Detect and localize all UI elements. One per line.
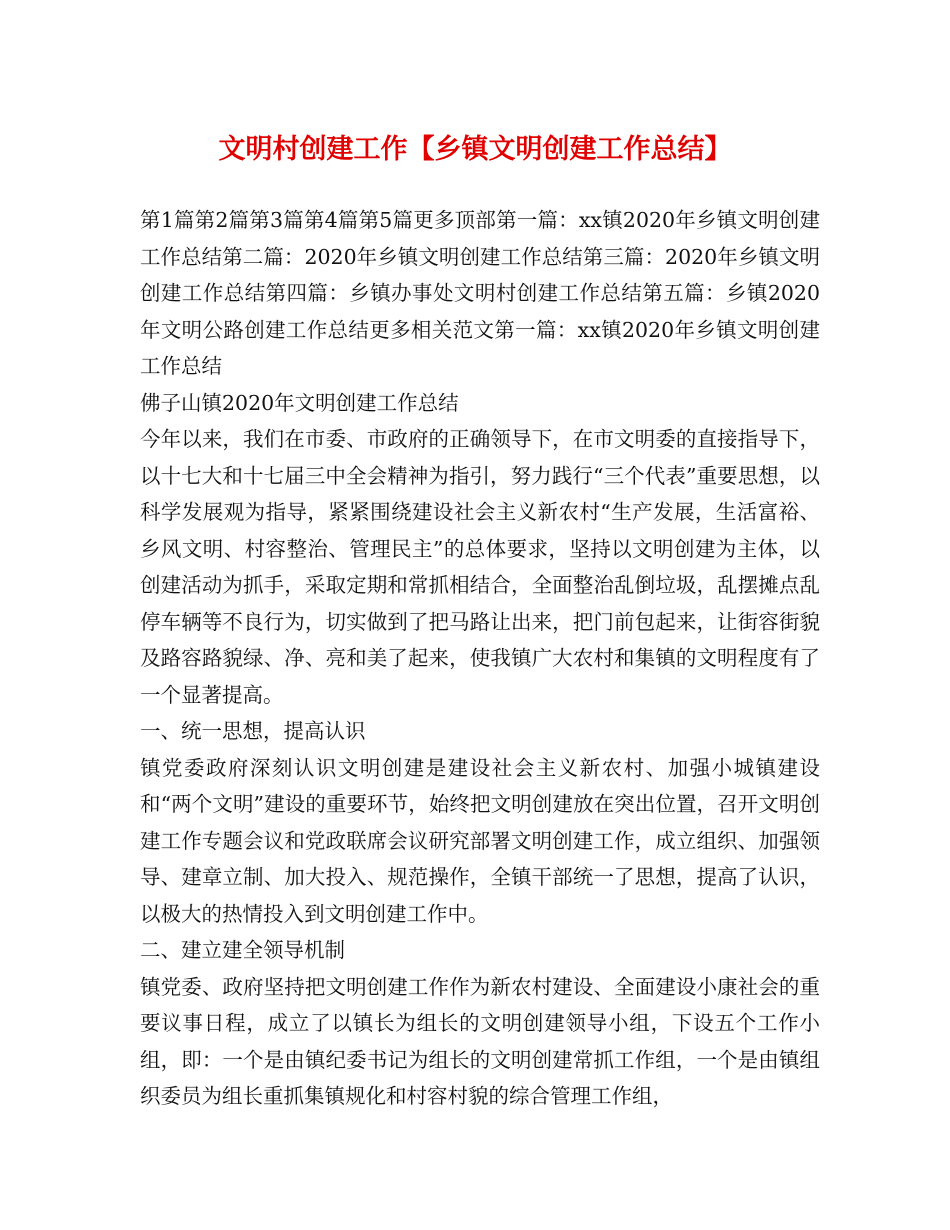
paragraph-section-2: 镇党委、政府坚持把文明创建工作作为新农村建设、全面建设小康社会的重要议事日程，成立了以镇长为组长的文明创建领导小组，下设五个工作小组，即：一个是由镇纪委书记为组长的文明创建常抓工作组，一个是由镇组织委员为组长重抓集镇规化和村容村貌的综合管理工作组，: [140, 974, 820, 1108]
document-title: 文明村创建工作【乡镇文明创建工作总结】: [218, 134, 732, 165]
section-heading-1: 一、统一思想，提高认识: [140, 719, 366, 743]
section-heading-2: 二、建立建全领导机制: [140, 938, 345, 962]
paragraph-section-1: 镇党委政府深刻认识文明创建是建设社会主义新农村、加强小城镇建设和“两个文明”建设的重要环节，始终把文明创建放在突出位置，召开文明创建工作专题会议和党政联席会议研究部署文明创建工作，成立组织、加强领导、建章立制、加大投入、规范操作，全镇干部统一了思想，提高了认识，以极大的热情投入到文明创建工作中。: [140, 755, 820, 926]
paragraph-report-title: 佛子山镇2020年文明创建工作总结: [140, 390, 459, 415]
document-body: [140, 202, 820, 1115]
paragraph-introduction: 今年以来，我们在市委、市政府的正确领导下，在市文明委的直接指导下，以十七大和十七届三中全会精神为指引，努力践行“三个代表”重要思想，以科学发展观为指导，紧紧围绕建设社会主义新农村“生产发展，生活富裕、乡风文明、村容整治、管理民主”的总体要求，坚持以文明创建为主体，以创建活动为抓手，采取定期和常抓相结合，全面整治乱倒垃圾，乱摆摊点乱停车辆等不良行为，切实做到了把马路让出来，把门前包起来，让街容街貌及路容路貌绿、净、亮和美了起来，使我镇广大农村和集镇的文明程度有了一个显著提高。: [140, 427, 820, 707]
paragraph-table-of-contents: 第1篇第2篇第3篇第4篇第5篇更多顶部第一篇：xx镇2020年乡镇文明创建工作总结第二篇：2020年乡镇文明创建工作总结第三篇：2020年乡镇文明创建工作总结第四篇：乡镇办事处文明村创建工作总结第五篇：乡镇2020年文明公路创建工作总结更多相关范文第一篇：xx镇2020年乡镇文明创建工作总结: [140, 208, 820, 378]
